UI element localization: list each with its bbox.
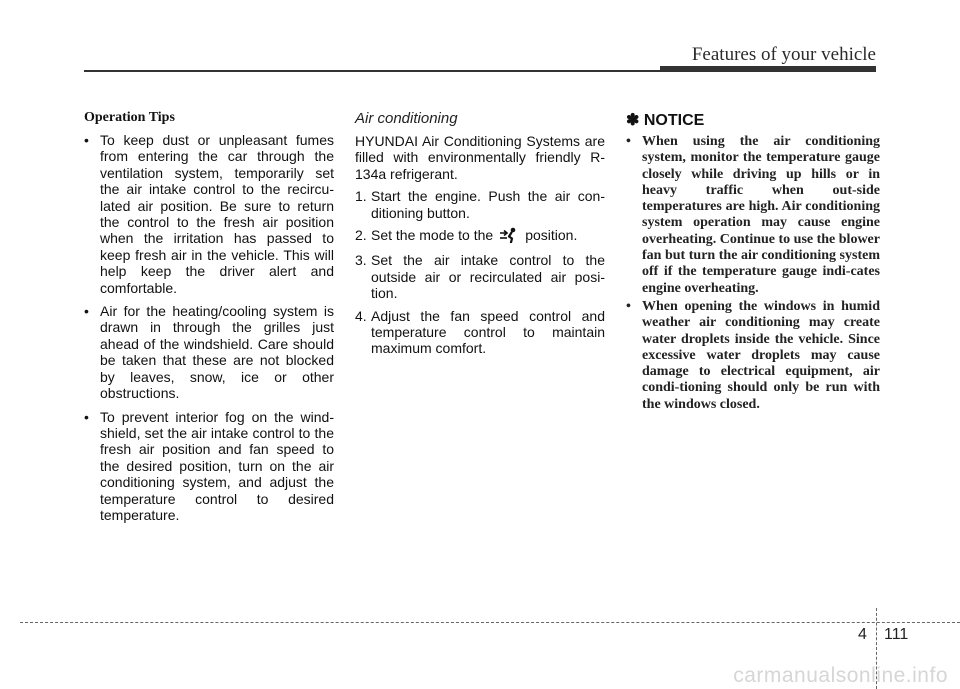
column-air-conditioning [355, 110, 605, 363]
watermark: carmanualsonline.info [733, 664, 948, 687]
bullet-icon: • [84, 408, 89, 425]
notice-list [626, 134, 880, 413]
tip-text: To prevent interior fog on the wind-shield, set the air intake control to the fresh air position and fan speed to the desired position, turn on the air conditioning system, and adjust the temperature control to desired temperature. [100, 408, 334, 523]
list-item [355, 227, 605, 246]
column-operation-tips [84, 110, 334, 530]
bullet-icon: • [84, 132, 89, 148]
chapter-number: 4 [858, 626, 867, 643]
column-notice [626, 110, 880, 415]
air-conditioning-steps [355, 188, 605, 357]
air-conditioning-heading: Air conditioning [355, 110, 458, 127]
step-text: Adjust the fan speed control and temperature control to maintain maximum comfort. [371, 307, 605, 357]
list-item [84, 303, 334, 401]
step-number: 4. [355, 307, 367, 324]
bullet-icon: • [626, 134, 631, 149]
air-conditioning-intro: HYUNDAI Air Conditioning Systems are filled with environmentally friendly R-134a refrigerant. [355, 133, 605, 182]
list-item [355, 252, 605, 301]
list-item [84, 409, 334, 524]
step-number: 2. [355, 227, 367, 244]
tip-text: To keep dust or unpleasant fumes from entering the car through the ventilation system, temporarily set the air intake control to the recircu-lated air position. Be sure to return the control to the fresh air position when the irritation has passed to keep fresh air in the vehicle. This will help keep the driver alert and comfortable. [100, 132, 334, 296]
notice-text: When using the air conditioning system, monitor the temperature gauge closely while driving up hills or in heavy traffic when out-side temperatures are high. Air conditioning system operation may cause engine overheating. Continue to use the blower fan but turn the air conditioning system off if the temperature gauge indi-cates engine overheating. [642, 134, 880, 296]
bullet-icon: • [84, 303, 89, 320]
step-text: Set the mode to the [371, 227, 494, 244]
face-vent-mode-icon [499, 227, 519, 246]
step-text: Set the air intake control to the outside air or recirculated air posi-tion. [371, 252, 605, 302]
list-item [355, 188, 605, 221]
page-header-title: Features of your vehicle [691, 44, 876, 65]
step-number: 3. [355, 252, 367, 269]
footer-divider [20, 622, 960, 623]
step-number: 1. [355, 188, 367, 205]
page-number: 111 [884, 626, 909, 643]
step-text: Start the engine. Push the air con-ditioning button. [371, 188, 605, 221]
tip-text: Air for the heating/cooling system is drawn in through the grilles just ahead of the windshield. Care should be taken that these are not blocked by leaves, snow, ice or other obstructions. [100, 303, 334, 402]
bullet-icon: • [626, 298, 631, 314]
list-item [84, 132, 334, 296]
notice-heading-text: NOTICE [643, 112, 705, 129]
asterisk-icon: ✽ [626, 112, 640, 129]
list-item [355, 308, 605, 357]
operation-tips-list [84, 132, 334, 523]
operation-tips-heading: Operation Tips [84, 110, 175, 125]
step-text: position. [525, 227, 578, 244]
notice-heading [626, 110, 880, 130]
notice-text: When opening the windows in humid weather air conditioning may create water droplets inside the vehicle. Since excessive water droplets may cause damage to electrical equipment, air condi-tioning should only be run with the windows closed. [642, 298, 880, 412]
list-item [626, 134, 880, 297]
list-item [626, 299, 880, 413]
header-rule-accent [660, 66, 876, 72]
